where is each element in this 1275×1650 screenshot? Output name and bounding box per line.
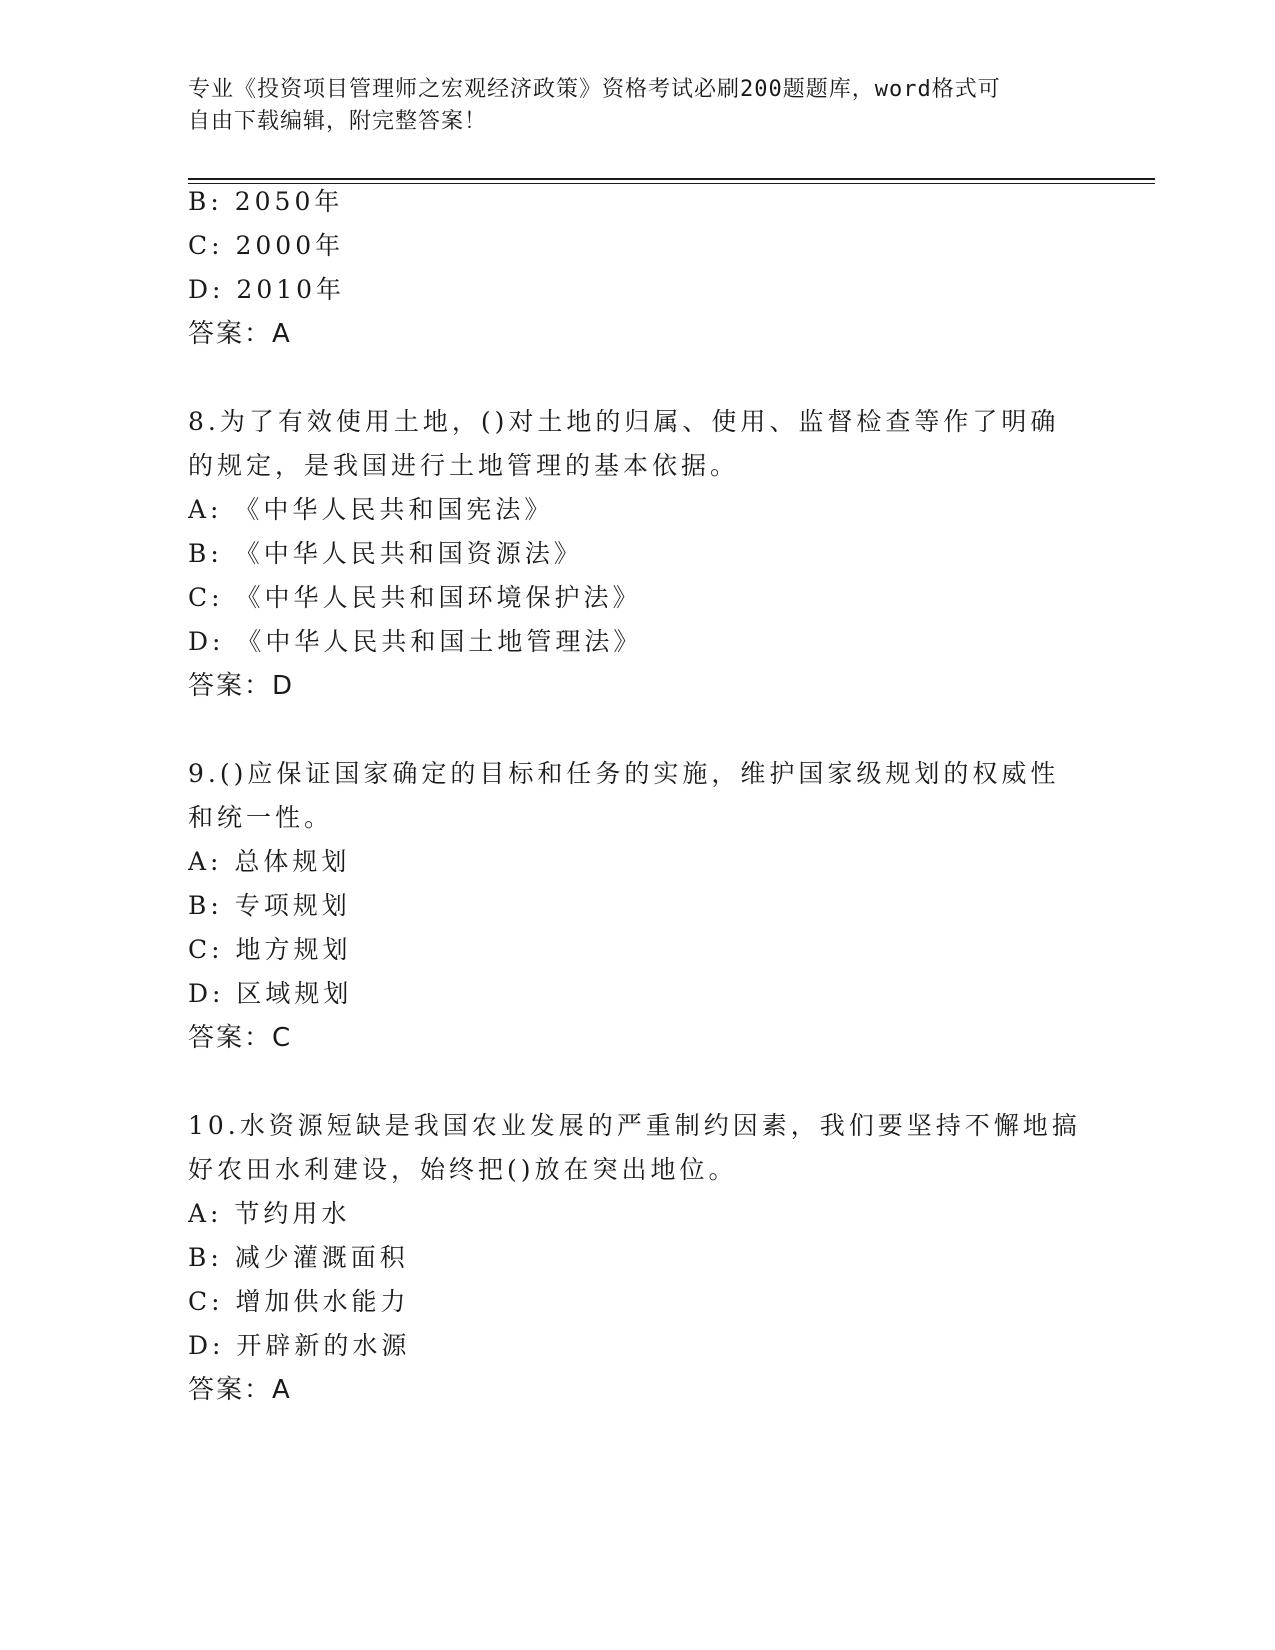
q10-option-a: A: 节约用水 [188,1199,351,1228]
q7-option-d: D: 2010年 [188,275,346,304]
q9-option-a: A: 总体规划 [188,847,351,876]
q9-answer: 答案：C [188,1023,293,1053]
q7-option-c: C: 2000年 [188,231,345,260]
q7-option-b: B: 2050年 [188,187,344,216]
q10-answer: 答案：A [188,1375,292,1405]
q8-option-d: D: 《中华人民共和国土地管理法》 [188,627,643,656]
q10-option-d: D: 开辟新的水源 [188,1331,411,1360]
q8-option-b: B: 《中华人民共和国资源法》 [188,539,583,568]
header-title-line-2: 自由下载编辑，附完整答案！ [188,109,488,134]
q9-option-c: C: 地方规划 [188,935,352,964]
q9-stem-line-1: 9.()应保证国家确定的目标和任务的实施，维护国家级规划的权威性 [188,759,1060,788]
q8-option-c: C: 《中华人民共和国环境保护法》 [188,583,642,612]
q8-option-a: A: 《中华人民共和国宪法》 [188,495,554,524]
q7-answer: 答案：A [188,319,292,349]
q9-option-b: B: 专项规划 [188,891,351,920]
q10-stem-line-1: 10.水资源短缺是我国农业发展的严重制约因素，我们要坚持不懈地搞 [188,1111,1081,1140]
q9-stem-line-2: 和统一性。 [188,803,334,832]
q10-option-c: C: 增加供水能力 [188,1287,410,1316]
header-title-line-1: 专业《投资项目管理师之宏观经济政策》资格考试必刷200题题库，word格式可 [188,77,1001,102]
page-header [188,74,1088,138]
q10-stem-line-2: 好农田水利建设，始终把()放在突出地位。 [188,1155,738,1184]
q10-option-b: B: 减少灌溉面积 [188,1243,409,1272]
q8-answer: 答案：D [188,671,295,701]
q9-option-d: D: 区域规划 [188,979,353,1008]
q8-stem-line-1: 8.为了有效使用土地，()对土地的归属、使用、监督检查等作了明确 [188,407,1060,436]
q8-stem-line-2: 的规定，是我国进行土地管理的基本依据。 [188,451,740,480]
